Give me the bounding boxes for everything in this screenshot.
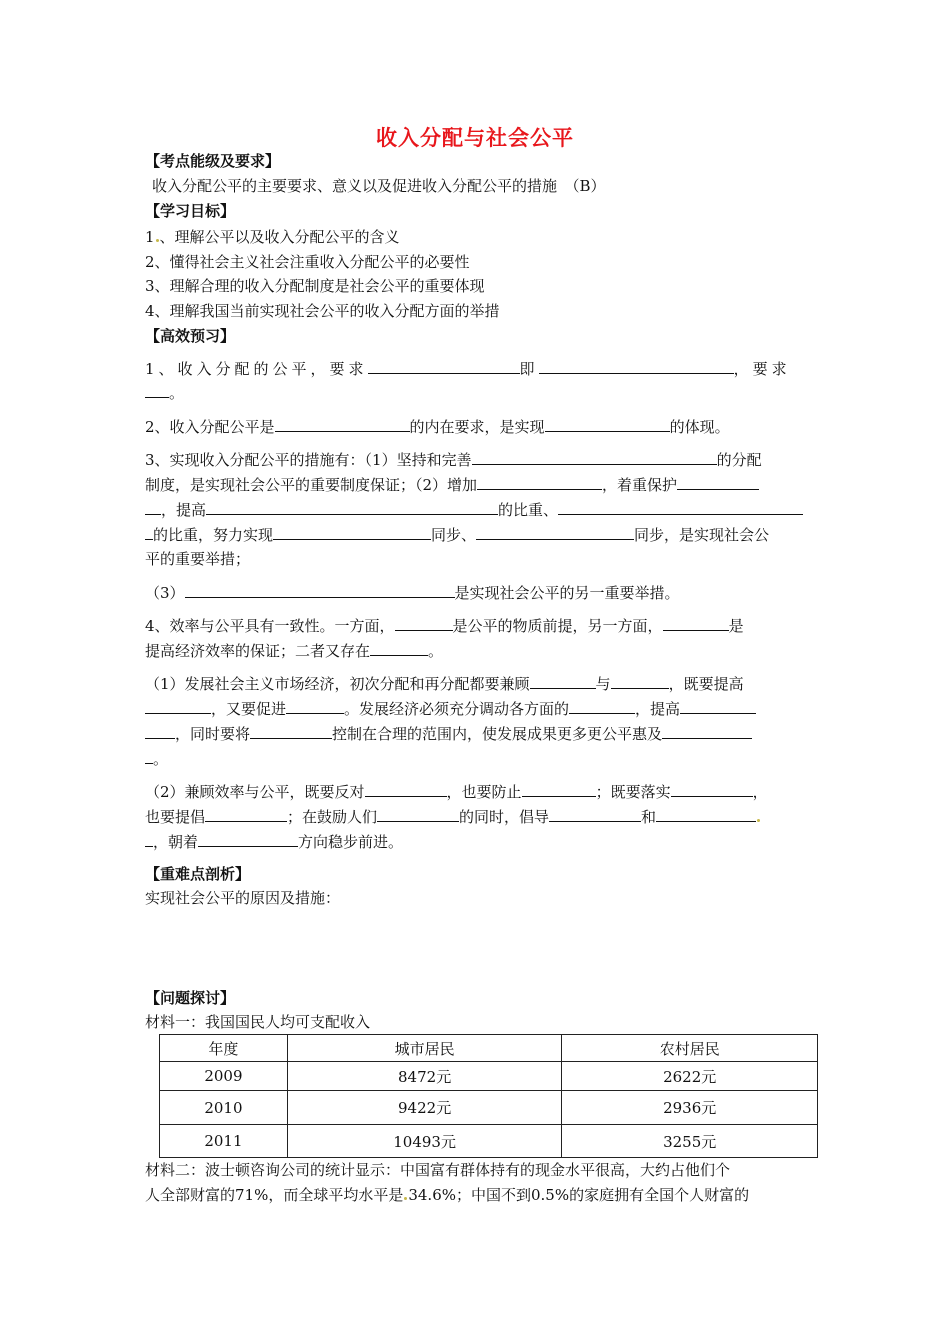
- fill-blank[interactable]: [145, 748, 153, 764]
- fill-blank[interactable]: [205, 806, 287, 822]
- q3-text-k: （3）: [145, 584, 185, 602]
- p2-text-e: 也要提倡: [145, 808, 206, 826]
- fill-blank[interactable]: [545, 416, 670, 432]
- goal-item-1-num: 1: [145, 228, 155, 246]
- q3-text-h: 同步、: [431, 526, 477, 544]
- fill-blank[interactable]: [558, 499, 803, 515]
- fill-blank[interactable]: [145, 499, 161, 515]
- p1-text-h: 控制在合理的范围内，使发展成果更多更公平惠及: [332, 725, 663, 743]
- fill-blank[interactable]: [145, 524, 153, 540]
- p2-line-2: [145, 806, 761, 827]
- table-cell: 2936元: [562, 1091, 818, 1125]
- q3-line-3: [145, 499, 803, 520]
- p2-text-h: 和: [641, 808, 657, 826]
- table-cell: 2009: [160, 1062, 288, 1091]
- q3-text-c: 制度，是实现社会公平的重要制度保证；（2）增加: [145, 476, 478, 494]
- heading-kaodian: 【考点能级及要求】: [145, 152, 281, 170]
- goal-item-4: 4、理解我国当前实现社会公平的收入分配方面的举措: [145, 302, 500, 320]
- q3-text-d: ，着重保护: [602, 476, 678, 494]
- p1-line-4: [145, 748, 168, 769]
- p2-line-3: [145, 831, 403, 852]
- q3-text-l: 是实现社会公平的另一重要举措。: [454, 584, 680, 602]
- table-cell: 8472元: [287, 1062, 562, 1091]
- table-cell: 2010: [160, 1091, 288, 1125]
- fill-blank[interactable]: [370, 640, 428, 656]
- p1-text-c: ，既要提高: [668, 675, 744, 693]
- goal-item-2: 2、懂得社会主义社会注重收入分配公平的必要性: [145, 253, 470, 271]
- q3-text-a: 3、实现收入分配公平的措施有：（1）坚持和完善: [145, 451, 472, 469]
- p1-line-1: [145, 673, 744, 694]
- fill-blank[interactable]: [677, 474, 759, 490]
- q3-line-4: [145, 524, 769, 545]
- fill-blank[interactable]: [250, 723, 332, 739]
- q3-line-1: [145, 449, 762, 470]
- fill-blank[interactable]: [206, 499, 498, 515]
- table-header-cell: 农村居民: [562, 1035, 818, 1062]
- fill-blank[interactable]: [656, 806, 756, 822]
- p1-text-e: 。发展经济必须充分调动各方面的: [344, 700, 570, 718]
- heading-yuxi: 【高效预习】: [145, 327, 236, 345]
- material-1-caption: 材料一：我国国民人均可支配收入: [145, 1013, 371, 1031]
- heading-mubiao: 【学习目标】: [145, 202, 236, 220]
- p2-text-c: ；既要落实: [595, 783, 671, 801]
- fill-blank[interactable]: [145, 698, 211, 714]
- fill-blank[interactable]: [365, 781, 447, 797]
- table-cell: 2011: [160, 1125, 288, 1158]
- table-header-cell: 城市居民: [287, 1035, 562, 1062]
- fill-blank[interactable]: [472, 449, 717, 465]
- heading-tantao: 【问题探讨】: [145, 989, 236, 1007]
- p1-line-2: [145, 698, 756, 719]
- q3-text-b: 的分配: [716, 451, 762, 469]
- q3-line-2: [145, 474, 759, 495]
- speck-mark: [757, 819, 760, 822]
- material-2-line-1: 材料二：波士顿咨询公司的统计显示：中国富有群体持有的现金水平很高，大约占他们个: [145, 1161, 731, 1179]
- fill-blank[interactable]: [273, 524, 431, 540]
- q2-text-a: 2、收入分配公平是: [145, 418, 275, 436]
- q1-text-b: 即: [519, 360, 539, 378]
- p1-text-d: ，又要促进: [211, 700, 287, 718]
- q1-text-c: ，要求: [733, 360, 791, 378]
- p1-text-b: 与: [595, 675, 611, 693]
- income-table: [159, 1034, 818, 1158]
- fill-blank[interactable]: [662, 723, 752, 739]
- page-title: 收入分配与社会公平: [376, 126, 574, 150]
- fill-blank[interactable]: [549, 806, 641, 822]
- fill-blank[interactable]: [671, 781, 753, 797]
- fill-blank[interactable]: [377, 806, 459, 822]
- q1-text-a: 1、收入分配的公平，要求: [145, 360, 368, 378]
- q4-text-b: 是公平的物质前提，另一方面，: [452, 617, 663, 635]
- q4-text-a: 4、效率与公平具有一致性。一方面，: [145, 617, 395, 635]
- kaodian-text: 收入分配公平的主要要求、意义以及促进收入分配公平的措施 （B）: [152, 177, 606, 195]
- fill-blank[interactable]: [611, 673, 669, 689]
- table-header-row: [160, 1035, 818, 1062]
- p1-text-f: ，提高: [635, 700, 681, 718]
- fill-blank[interactable]: [680, 698, 756, 714]
- fill-blank[interactable]: [522, 781, 596, 797]
- q3-line-6: [145, 582, 680, 603]
- fill-blank[interactable]: [395, 615, 453, 631]
- fill-blank[interactable]: [368, 358, 520, 374]
- q1-text-d: 。: [169, 384, 185, 402]
- fill-blank[interactable]: [185, 582, 455, 598]
- fill-blank[interactable]: [145, 382, 169, 398]
- p2-text-d: ，: [752, 783, 768, 801]
- goal-item-1-text: 、理解公平以及收入分配公平的含义: [159, 228, 400, 246]
- table-cell: 9422元: [287, 1091, 562, 1125]
- q1-line-2: [145, 382, 184, 403]
- fill-blank[interactable]: [145, 831, 153, 847]
- fill-blank[interactable]: [275, 416, 410, 432]
- material-2-text-a: 人全部财富的71%，而全球平均水平是: [145, 1186, 404, 1204]
- fill-blank[interactable]: [663, 615, 729, 631]
- heading-zhongnan: 【重难点剖析】: [145, 865, 251, 883]
- fill-blank[interactable]: [476, 524, 634, 540]
- goal-item-3: 3、理解合理的收入分配制度是社会公平的重要体现: [145, 277, 485, 295]
- p2-line-1: [145, 781, 768, 802]
- q4-text-e: 。: [428, 642, 444, 660]
- q4-text-c: 是: [728, 617, 744, 635]
- speck-mark: [156, 239, 159, 242]
- q4-line-1: [145, 615, 744, 636]
- q3-text-e: ，提高: [161, 501, 207, 519]
- table-row: [160, 1062, 818, 1091]
- fill-blank[interactable]: [286, 698, 344, 714]
- p1-text-i: 。: [153, 750, 169, 768]
- fill-blank[interactable]: [145, 723, 175, 739]
- q2-line: [145, 416, 730, 437]
- q4-text-d: 提高经济效率的保证；二者又存在: [145, 642, 371, 660]
- table-cell: 10493元: [287, 1125, 562, 1158]
- fill-blank[interactable]: [477, 474, 602, 490]
- zhongnan-text: 实现社会公平的原因及措施：: [145, 889, 341, 907]
- table-row: [160, 1125, 818, 1158]
- q4-line-2: [145, 640, 443, 661]
- fill-blank[interactable]: [198, 831, 298, 847]
- p2-text-b: ，也要防止: [446, 783, 522, 801]
- p2-text-f: ；在鼓励人们: [287, 808, 378, 826]
- table-header-cell: 年度: [160, 1035, 288, 1062]
- p1-text-a: （1）发展社会主义市场经济，初次分配和再分配都要兼顾: [145, 675, 530, 693]
- material-2-text-b: 34.6%；中国不到0.5%的家庭拥有全国个人财富的: [408, 1186, 750, 1204]
- q1-line-1: [145, 358, 791, 379]
- goal-item-1: [145, 227, 400, 247]
- table-cell: 3255元: [562, 1125, 818, 1158]
- q3-text-f: 的比重、: [498, 501, 559, 519]
- fill-blank[interactable]: [569, 698, 635, 714]
- p2-text-g: 的同时，倡导: [459, 808, 550, 826]
- q2-text-c: 的体现。: [669, 418, 730, 436]
- p2-text-j: 方向稳步前进。: [298, 833, 404, 851]
- fill-blank[interactable]: [530, 673, 596, 689]
- q3-line-5: 平的重要举措；: [145, 550, 251, 568]
- p2-text-a: （2）兼顾效率与公平，既要反对: [145, 783, 365, 801]
- speck-mark: [404, 1197, 407, 1200]
- q3-text-i: 同步，是实现社会公: [634, 526, 770, 544]
- p1-text-g: ，同时要将: [175, 725, 251, 743]
- p2-text-i: ，朝着: [153, 833, 199, 851]
- material-2-line-2: [145, 1185, 749, 1205]
- q2-text-b: 的内在要求，是实现: [409, 418, 545, 436]
- q3-text-g: 的比重，努力实现: [153, 526, 274, 544]
- table-row: [160, 1091, 818, 1125]
- fill-blank[interactable]: [539, 358, 734, 374]
- p1-line-3: [145, 723, 752, 744]
- table-cell: 2622元: [562, 1062, 818, 1091]
